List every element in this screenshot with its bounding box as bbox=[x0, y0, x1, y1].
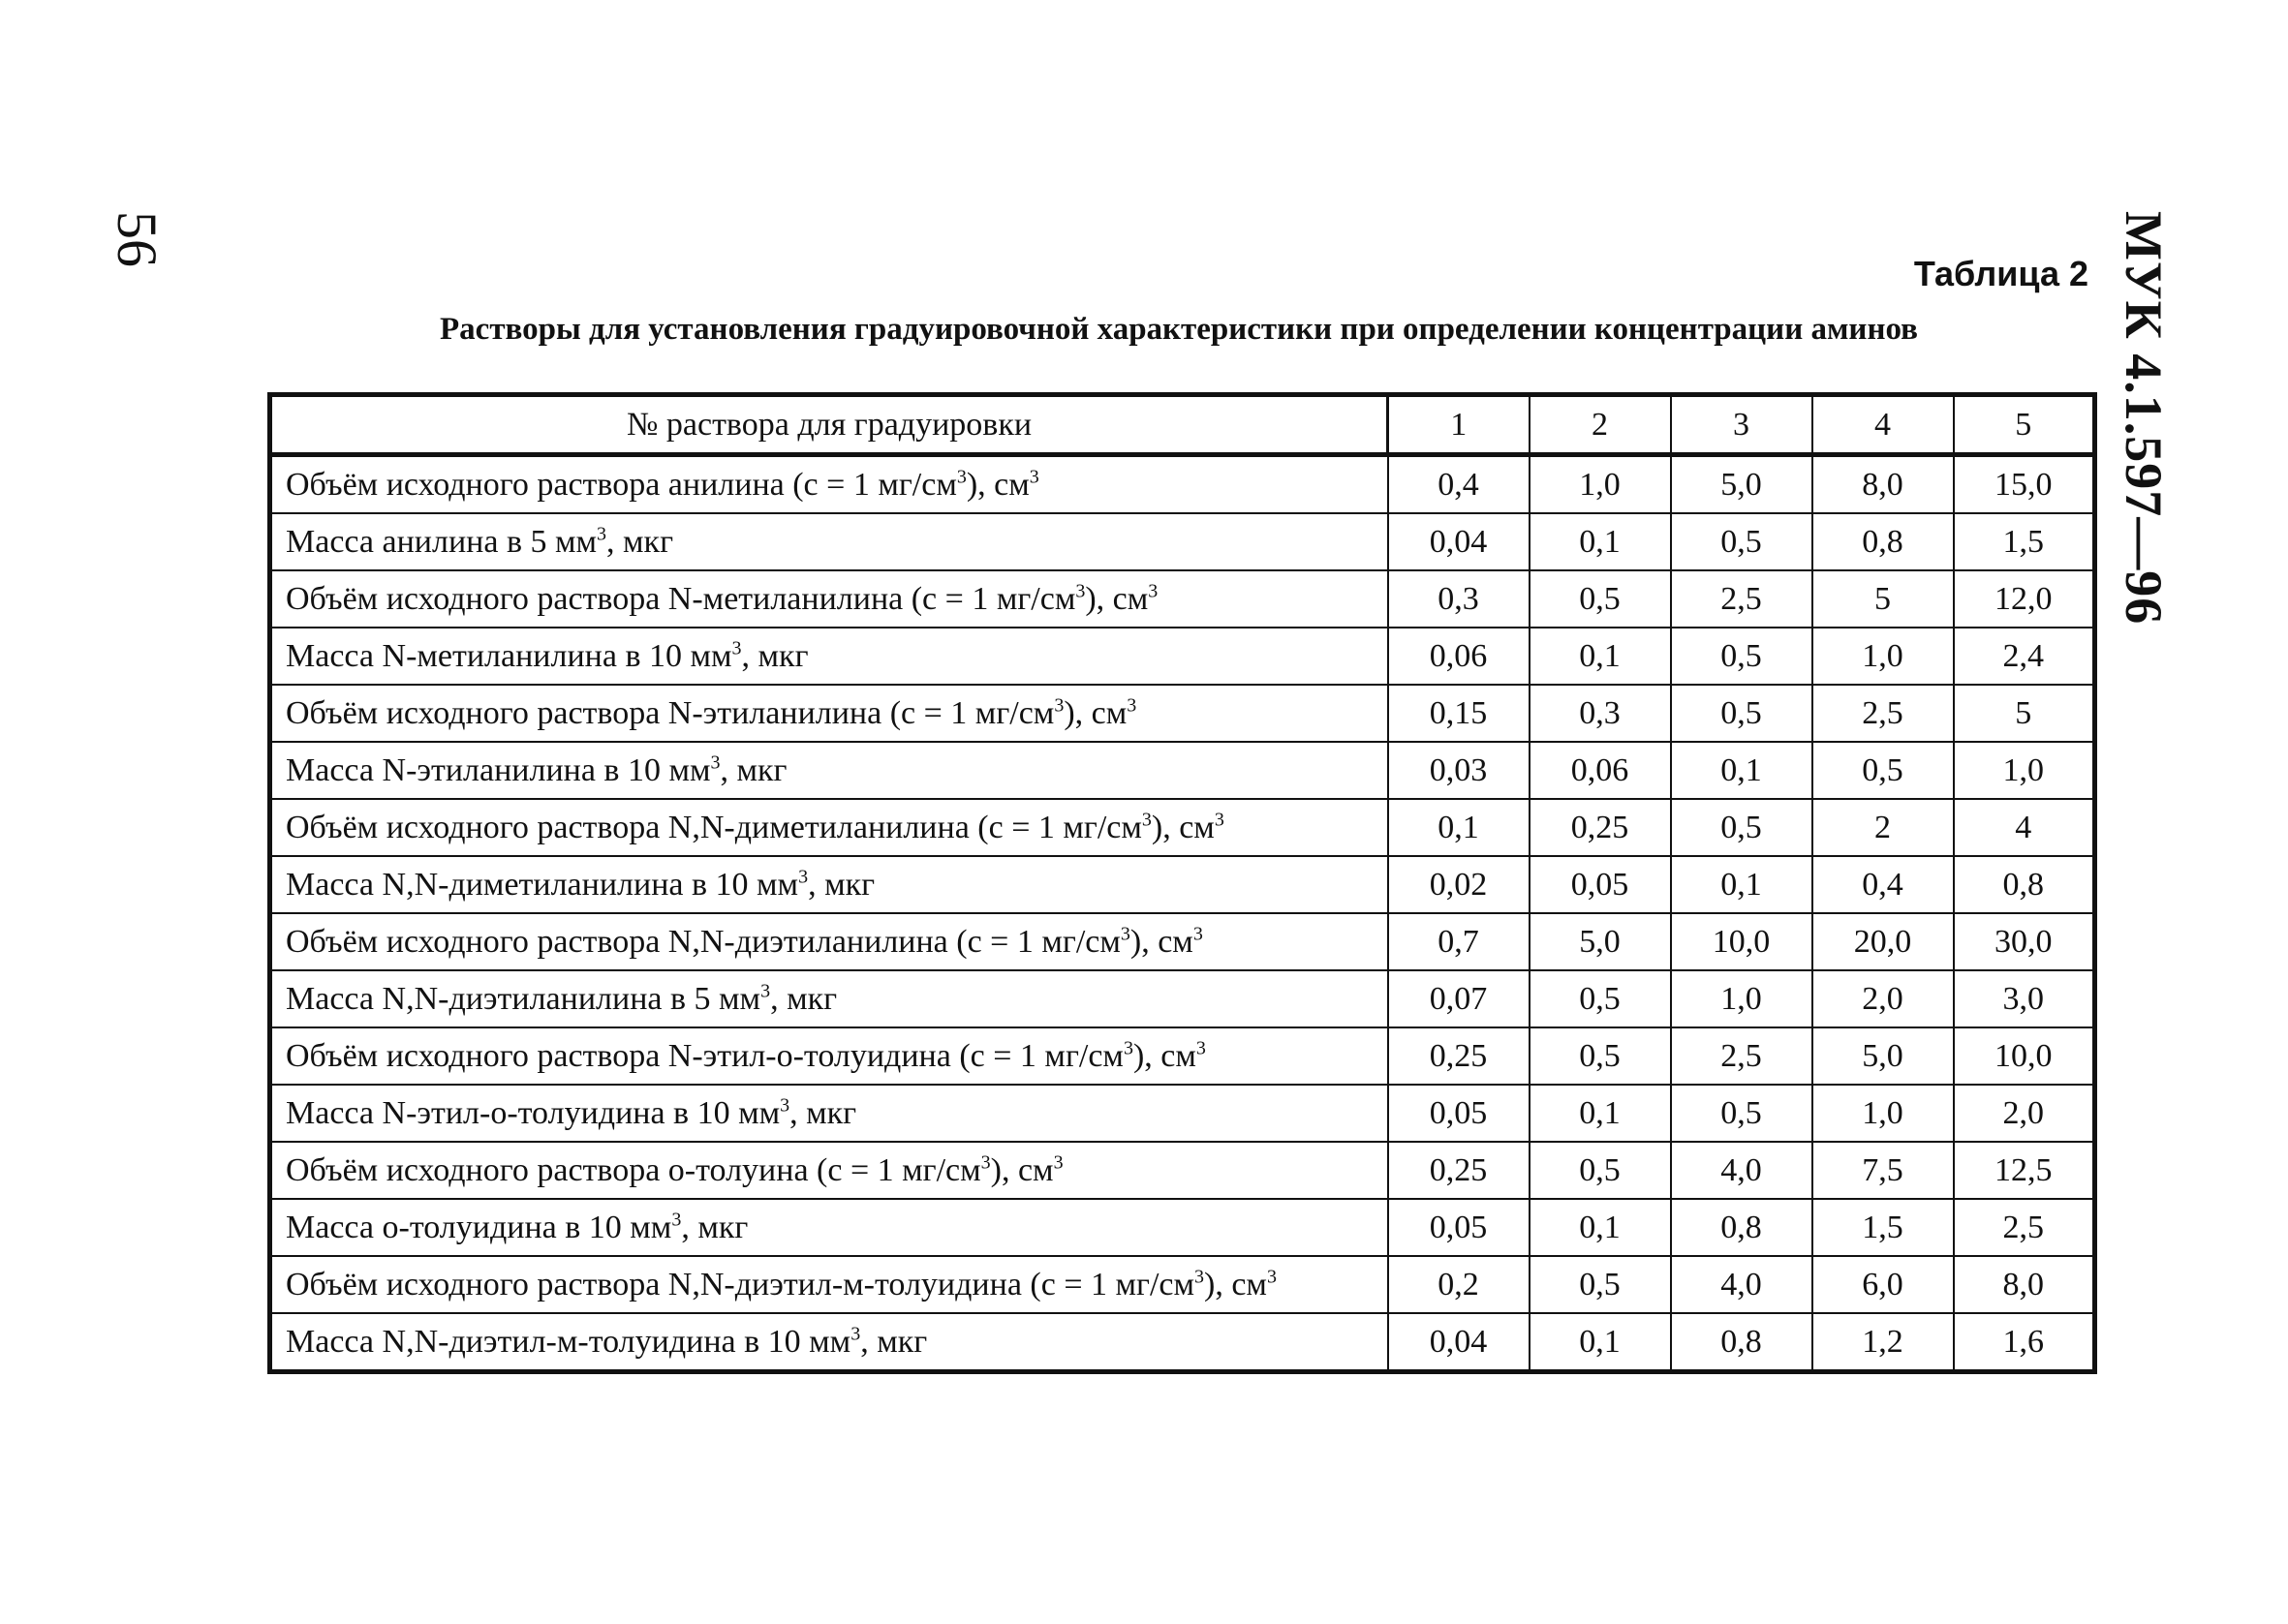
row-label-text: Масса N,N-диметиланилина в 10 мм bbox=[286, 866, 799, 903]
document-code: МУК 4.1.597—96 bbox=[2115, 211, 2173, 626]
row-label-superscript: 3 bbox=[956, 466, 967, 488]
cell-solution-3: 0,5 bbox=[1671, 513, 1812, 570]
cell-solution-4: 1,2 bbox=[1812, 1313, 1954, 1372]
row-label bbox=[270, 856, 1388, 913]
row-label bbox=[270, 1142, 1388, 1199]
cell-solution-2: 0,1 bbox=[1530, 1085, 1671, 1142]
cell-solution-1: 0,03 bbox=[1388, 742, 1530, 799]
row-label bbox=[270, 1085, 1388, 1142]
cell-solution-1: 0,05 bbox=[1388, 1199, 1530, 1256]
row-label-superscript: 3 bbox=[597, 523, 607, 545]
cell-solution-3: 0,8 bbox=[1671, 1313, 1812, 1372]
cell-solution-3: 4,0 bbox=[1671, 1256, 1812, 1313]
cell-solution-4: 8,0 bbox=[1812, 455, 1954, 514]
row-label bbox=[270, 628, 1388, 685]
cell-solution-1: 0,06 bbox=[1388, 628, 1530, 685]
cell-solution-4: 2 bbox=[1812, 799, 1954, 856]
row-label-text: ), см bbox=[1204, 1266, 1267, 1302]
table-row bbox=[270, 1199, 2095, 1256]
row-label bbox=[270, 685, 1388, 742]
row-label-text: , мкг bbox=[860, 1323, 928, 1360]
row-label-superscript: 3 bbox=[1214, 809, 1224, 831]
cell-solution-3: 1,0 bbox=[1671, 970, 1812, 1027]
row-label bbox=[270, 455, 1388, 514]
row-label-superscript: 3 bbox=[1054, 694, 1065, 717]
cell-solution-2: 0,1 bbox=[1530, 513, 1671, 570]
row-label-text: Масса N,N-диэтил-м-толуидина в 10 мм bbox=[286, 1323, 851, 1360]
row-label-text: Объём исходного раствора N-этиланилина (с = 1 мг/см bbox=[286, 694, 1055, 731]
cell-solution-2: 0,05 bbox=[1530, 856, 1671, 913]
cell-solution-4: 7,5 bbox=[1812, 1142, 1954, 1199]
cell-solution-4: 2,5 bbox=[1812, 685, 1954, 742]
cell-solution-2: 0,06 bbox=[1530, 742, 1671, 799]
row-label-text: Объём исходного раствора N,N-диэтил-м-толуидина (с = 1 мг/см bbox=[286, 1266, 1195, 1302]
column-header-5: 5 bbox=[1954, 395, 2095, 455]
cell-solution-3: 0,5 bbox=[1671, 685, 1812, 742]
cell-solution-1: 0,25 bbox=[1388, 1142, 1530, 1199]
row-label-text: Масса N-этиланилина в 10 мм bbox=[286, 751, 711, 788]
cell-solution-2: 0,5 bbox=[1530, 970, 1671, 1027]
cell-solution-4: 0,4 bbox=[1812, 856, 1954, 913]
cell-solution-5: 12,5 bbox=[1954, 1142, 2095, 1199]
cell-solution-3: 2,5 bbox=[1671, 1027, 1812, 1085]
table-row bbox=[270, 570, 2095, 628]
cell-solution-4: 5,0 bbox=[1812, 1027, 1954, 1085]
row-label-superscript: 3 bbox=[671, 1209, 682, 1231]
table-label: Таблица 2 bbox=[1913, 254, 2088, 293]
row-label-text: Масса о-толуидина в 10 мм bbox=[286, 1209, 672, 1245]
cell-solution-3: 4,0 bbox=[1671, 1142, 1812, 1199]
row-label-text: ), см bbox=[1132, 1037, 1196, 1074]
cell-solution-1: 0,04 bbox=[1388, 513, 1530, 570]
cell-solution-1: 0,4 bbox=[1388, 455, 1530, 514]
column-header-4: 4 bbox=[1812, 395, 1954, 455]
cell-solution-5: 4 bbox=[1954, 799, 2095, 856]
cell-solution-1: 0,3 bbox=[1388, 570, 1530, 628]
row-label-text: , мкг bbox=[741, 637, 809, 674]
table-row bbox=[270, 1256, 2095, 1313]
cell-solution-5: 1,6 bbox=[1954, 1313, 2095, 1372]
table-body bbox=[270, 455, 2095, 1372]
table-row bbox=[270, 628, 2095, 685]
row-label-superscript: 3 bbox=[1123, 1037, 1133, 1059]
cell-solution-5: 10,0 bbox=[1954, 1027, 2095, 1085]
cell-solution-2: 0,5 bbox=[1530, 1256, 1671, 1313]
row-label-text: Масса N-этил-о-толуидина в 10 мм bbox=[286, 1094, 781, 1131]
table-row bbox=[270, 1313, 2095, 1372]
row-label-text: Объём исходного раствора анилина (с = 1 мг/см bbox=[286, 466, 957, 503]
row-label bbox=[270, 1313, 1388, 1372]
row-label-text: , мкг bbox=[681, 1209, 749, 1245]
row-label-text: , мкг bbox=[789, 1094, 857, 1131]
cell-solution-5: 1,5 bbox=[1954, 513, 2095, 570]
cell-solution-4: 2,0 bbox=[1812, 970, 1954, 1027]
cell-solution-2: 0,25 bbox=[1530, 799, 1671, 856]
cell-solution-5: 2,0 bbox=[1954, 1085, 2095, 1142]
row-label-superscript: 3 bbox=[731, 637, 742, 659]
table-row bbox=[270, 913, 2095, 970]
table-row bbox=[270, 799, 2095, 856]
row-label-text: , мкг bbox=[808, 866, 876, 903]
cell-solution-5: 8,0 bbox=[1954, 1256, 2095, 1313]
cell-solution-4: 6,0 bbox=[1812, 1256, 1954, 1313]
calibration-table bbox=[267, 392, 2097, 1374]
cell-solution-1: 0,02 bbox=[1388, 856, 1530, 913]
row-label-text: Масса анилина в 5 мм bbox=[286, 523, 598, 560]
cell-solution-5: 1,0 bbox=[1954, 742, 2095, 799]
row-label-text: , мкг bbox=[770, 980, 838, 1017]
cell-solution-2: 5,0 bbox=[1530, 913, 1671, 970]
cell-solution-3: 0,5 bbox=[1671, 1085, 1812, 1142]
table-row bbox=[270, 970, 2095, 1027]
cell-solution-5: 12,0 bbox=[1954, 570, 2095, 628]
row-label-superscript: 3 bbox=[798, 866, 809, 888]
row-label-text: Масса N-метиланилина в 10 мм bbox=[286, 637, 732, 674]
row-label-text: ), см bbox=[990, 1151, 1054, 1188]
cell-solution-3: 2,5 bbox=[1671, 570, 1812, 628]
row-label-superscript: 3 bbox=[780, 1094, 790, 1117]
row-label-text: ), см bbox=[1085, 580, 1149, 617]
row-label-superscript: 3 bbox=[1266, 1266, 1277, 1288]
cell-solution-3: 0,8 bbox=[1671, 1199, 1812, 1256]
row-label bbox=[270, 1027, 1388, 1085]
row-label-superscript: 3 bbox=[1194, 1266, 1205, 1288]
table-row bbox=[270, 1142, 2095, 1199]
row-label-superscript: 3 bbox=[850, 1323, 861, 1345]
row-label-superscript: 3 bbox=[1120, 923, 1130, 945]
cell-solution-5: 30,0 bbox=[1954, 913, 2095, 970]
cell-solution-4: 1,0 bbox=[1812, 1085, 1954, 1142]
row-label-text: Объём исходного раствора N-этил-о-толуидина (с = 1 мг/см bbox=[286, 1037, 1124, 1074]
table-row bbox=[270, 513, 2095, 570]
table-row bbox=[270, 1085, 2095, 1142]
row-label-superscript: 3 bbox=[1148, 580, 1159, 602]
cell-solution-1: 0,7 bbox=[1388, 913, 1530, 970]
row-label bbox=[270, 1256, 1388, 1313]
row-label-superscript: 3 bbox=[1127, 694, 1137, 717]
row-label-text: Масса N,N-диэтиланилина в 5 мм bbox=[286, 980, 761, 1017]
table-row bbox=[270, 1027, 2095, 1085]
cell-solution-4: 1,0 bbox=[1812, 628, 1954, 685]
row-label-superscript: 3 bbox=[710, 751, 721, 774]
row-label-text: ), см bbox=[1151, 809, 1215, 845]
cell-solution-3: 0,5 bbox=[1671, 799, 1812, 856]
row-label bbox=[270, 570, 1388, 628]
row-label-text: ), см bbox=[1064, 694, 1128, 731]
column-header-solution-number: № раствора для градуировки bbox=[270, 395, 1388, 455]
cell-solution-4: 0,5 bbox=[1812, 742, 1954, 799]
row-label-superscript: 3 bbox=[1141, 809, 1152, 831]
cell-solution-2: 0,5 bbox=[1530, 1142, 1671, 1199]
cell-solution-2: 1,0 bbox=[1530, 455, 1671, 514]
cell-solution-5: 3,0 bbox=[1954, 970, 2095, 1027]
row-label-superscript: 3 bbox=[1053, 1151, 1064, 1174]
row-label-text: , мкг bbox=[606, 523, 674, 560]
cell-solution-2: 0,3 bbox=[1530, 685, 1671, 742]
row-label-superscript: 3 bbox=[760, 980, 771, 1002]
cell-solution-5: 0,8 bbox=[1954, 856, 2095, 913]
cell-solution-2: 0,5 bbox=[1530, 570, 1671, 628]
cell-solution-3: 10,0 bbox=[1671, 913, 1812, 970]
cell-solution-2: 0,1 bbox=[1530, 1313, 1671, 1372]
row-label-text: , мкг bbox=[720, 751, 788, 788]
row-label-text: Объём исходного раствора N,N-диметиланилина (с = 1 мг/см bbox=[286, 809, 1142, 845]
cell-solution-2: 0,1 bbox=[1530, 1199, 1671, 1256]
row-label-superscript: 3 bbox=[980, 1151, 991, 1174]
cell-solution-1: 0,04 bbox=[1388, 1313, 1530, 1372]
row-label-superscript: 3 bbox=[1029, 466, 1039, 488]
cell-solution-4: 1,5 bbox=[1812, 1199, 1954, 1256]
table-row bbox=[270, 685, 2095, 742]
row-label-superscript: 3 bbox=[1192, 923, 1203, 945]
row-label-text: Объём исходного раствора о-толуина (с = 1 мг/см bbox=[286, 1151, 981, 1188]
row-label bbox=[270, 799, 1388, 856]
row-label bbox=[270, 913, 1388, 970]
cell-solution-4: 5 bbox=[1812, 570, 1954, 628]
cell-solution-1: 0,2 bbox=[1388, 1256, 1530, 1313]
cell-solution-3: 5,0 bbox=[1671, 455, 1812, 514]
table-row bbox=[270, 856, 2095, 913]
cell-solution-1: 0,25 bbox=[1388, 1027, 1530, 1085]
row-label bbox=[270, 970, 1388, 1027]
column-header-2: 2 bbox=[1530, 395, 1671, 455]
cell-solution-1: 0,1 bbox=[1388, 799, 1530, 856]
cell-solution-2: 0,5 bbox=[1530, 1027, 1671, 1085]
table-caption: Растворы для установления градуировочной характеристики при определении концентрации аминов bbox=[440, 312, 1918, 347]
table-row bbox=[270, 742, 2095, 799]
cell-solution-3: 0,1 bbox=[1671, 856, 1812, 913]
page-number: 56 bbox=[106, 211, 169, 267]
row-label-text: Объём исходного раствора N-метиланилина (с = 1 мг/см bbox=[286, 580, 1076, 617]
cell-solution-5: 2,5 bbox=[1954, 1199, 2095, 1256]
cell-solution-5: 2,4 bbox=[1954, 628, 2095, 685]
cell-solution-4: 0,8 bbox=[1812, 513, 1954, 570]
cell-solution-3: 0,5 bbox=[1671, 628, 1812, 685]
row-label-text: ), см bbox=[966, 466, 1030, 503]
table-row bbox=[270, 455, 2095, 514]
row-label-text: ), см bbox=[1129, 923, 1193, 960]
row-label-superscript: 3 bbox=[1075, 580, 1086, 602]
cell-solution-5: 5 bbox=[1954, 685, 2095, 742]
row-label bbox=[270, 1199, 1388, 1256]
cell-solution-5: 15,0 bbox=[1954, 455, 2095, 514]
cell-solution-2: 0,1 bbox=[1530, 628, 1671, 685]
column-header-3: 3 bbox=[1671, 395, 1812, 455]
cell-solution-4: 20,0 bbox=[1812, 913, 1954, 970]
cell-solution-1: 0,15 bbox=[1388, 685, 1530, 742]
row-label-text: Объём исходного раствора N,N-диэтиланилина (с = 1 мг/см bbox=[286, 923, 1121, 960]
column-header-1: 1 bbox=[1388, 395, 1530, 455]
table-header-row bbox=[270, 395, 2095, 455]
row-label-superscript: 3 bbox=[1195, 1037, 1206, 1059]
cell-solution-1: 0,07 bbox=[1388, 970, 1530, 1027]
row-label bbox=[270, 742, 1388, 799]
row-label bbox=[270, 513, 1388, 570]
cell-solution-1: 0,05 bbox=[1388, 1085, 1530, 1142]
cell-solution-3: 0,1 bbox=[1671, 742, 1812, 799]
